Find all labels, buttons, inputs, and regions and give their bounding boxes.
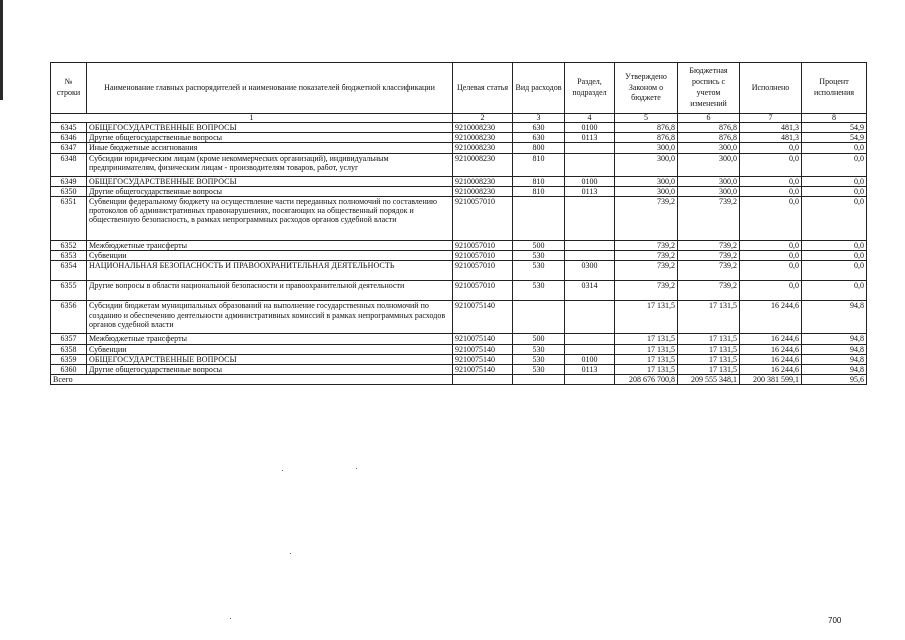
column-number: 3 [513, 114, 565, 123]
row-section [565, 196, 615, 240]
column-number: 2 [453, 114, 513, 123]
scan-speck [290, 553, 291, 554]
row-name: Субвенции [87, 344, 453, 354]
column-number: 8 [802, 114, 867, 123]
row-approved: 300,0 [615, 186, 678, 196]
header-row-number: № строки [51, 63, 87, 114]
header-name: Наименование главных распорядителей и наименование показателей бюджетной классификации [87, 63, 453, 114]
row-name: Субсидии бюджетам муниципальных образований на выполнение государственных полномочий по созданию и обеспечению деятельности административных комиссий в рамках непрограммных расходов органов судебной власти [87, 301, 453, 334]
row-budget: 300,0 [678, 176, 740, 186]
row-approved: 17 131,5 [615, 334, 678, 344]
table-row [51, 186, 867, 196]
row-number: 6350 [51, 186, 87, 196]
row-executed: 481,3 [740, 123, 802, 133]
row-number: 6349 [51, 176, 87, 186]
row-name: НАЦИОНАЛЬНАЯ БЕЗОПАСНОСТЬ И ПРАВООХРАНИТЕЛЬНАЯ ДЕЯТЕЛЬНОСТЬ [87, 261, 453, 281]
header-expense-type: Вид расходов [513, 63, 565, 114]
table-row [51, 354, 867, 364]
row-target-article: 9210008230 [453, 133, 513, 143]
row-section [565, 301, 615, 334]
row-approved: 739,2 [615, 281, 678, 301]
header-percent: Процент исполнения [802, 63, 867, 114]
row-percent: 0,0 [802, 153, 867, 176]
row-executed: 0,0 [740, 261, 802, 281]
row-executed: 0,0 [740, 153, 802, 176]
row-name: Другие общегосударственные вопросы [87, 364, 453, 374]
row-target-article: 9210057010 [453, 251, 513, 261]
row-expense-type: 530 [513, 344, 565, 354]
total-approved: 208 676 700,8 [615, 375, 678, 385]
row-target-article: 9210075140 [453, 354, 513, 364]
row-section: 0113 [565, 186, 615, 196]
row-budget: 17 131,5 [678, 301, 740, 334]
row-number: 6356 [51, 301, 87, 334]
row-target-article: 9210075140 [453, 334, 513, 344]
row-executed: 0,0 [740, 251, 802, 261]
table-row [51, 251, 867, 261]
row-expense-type: 530 [513, 354, 565, 364]
row-target-article: 9210008230 [453, 176, 513, 186]
header-approved: Утверждено Законом о бюджете [615, 63, 678, 114]
row-budget: 739,2 [678, 281, 740, 301]
row-number: 6359 [51, 354, 87, 364]
row-approved: 17 131,5 [615, 354, 678, 364]
total-budget: 209 555 348,1 [678, 375, 740, 385]
row-section: 0113 [565, 133, 615, 143]
table-row [51, 301, 867, 334]
row-percent: 0,0 [802, 261, 867, 281]
row-approved: 876,8 [615, 123, 678, 133]
row-expense-type: 630 [513, 133, 565, 143]
header-row [51, 63, 867, 114]
row-percent: 0,0 [802, 143, 867, 153]
row-percent: 94,8 [802, 354, 867, 364]
row-percent: 0,0 [802, 176, 867, 186]
page-number: 700 [828, 616, 842, 625]
scan-edge-artifact [0, 0, 3, 100]
row-name: Субвенции [87, 251, 453, 261]
header-budget-schedule: Бюджетная роспись с учетом изменений [678, 63, 740, 114]
row-percent: 94,8 [802, 344, 867, 354]
total-executed: 200 381 599,1 [740, 375, 802, 385]
row-percent: 54,9 [802, 123, 867, 133]
row-name: Иные бюджетные ассигнования [87, 143, 453, 153]
row-executed: 0,0 [740, 176, 802, 186]
row-section [565, 251, 615, 261]
row-budget: 17 131,5 [678, 364, 740, 374]
table-footer [51, 375, 867, 385]
row-expense-type: 800 [513, 143, 565, 153]
row-approved: 876,8 [615, 133, 678, 143]
column-number: 4 [565, 114, 615, 123]
row-budget: 739,2 [678, 240, 740, 250]
row-section [565, 334, 615, 344]
row-expense-type: 530 [513, 251, 565, 261]
row-approved: 739,2 [615, 196, 678, 240]
row-budget: 876,8 [678, 133, 740, 143]
row-target-article: 9210008230 [453, 143, 513, 153]
table-row [51, 364, 867, 374]
header-target-article: Целевая статья [453, 63, 513, 114]
row-number: 6345 [51, 123, 87, 133]
row-executed: 16 244,6 [740, 364, 802, 374]
budget-execution-table [50, 62, 867, 385]
row-executed: 0,0 [740, 196, 802, 240]
column-number-row [51, 114, 867, 123]
table-row [51, 334, 867, 344]
table-row [51, 261, 867, 281]
row-expense-type: 500 [513, 240, 565, 250]
row-budget: 300,0 [678, 186, 740, 196]
total-empty [513, 375, 565, 385]
row-percent: 94,8 [802, 301, 867, 334]
row-section [565, 143, 615, 153]
row-number: 6352 [51, 240, 87, 250]
table-row [51, 240, 867, 250]
row-target-article: 9210008230 [453, 123, 513, 133]
row-percent: 0,0 [802, 186, 867, 196]
total-row [51, 375, 867, 385]
row-number: 6360 [51, 364, 87, 374]
row-section [565, 240, 615, 250]
row-expense-type: 810 [513, 153, 565, 176]
row-number: 6348 [51, 153, 87, 176]
column-number: 5 [615, 114, 678, 123]
row-target-article: 9210057010 [453, 196, 513, 240]
total-empty [453, 375, 513, 385]
row-number: 6351 [51, 196, 87, 240]
row-section: 0300 [565, 261, 615, 281]
row-section: 0100 [565, 176, 615, 186]
row-expense-type: 630 [513, 123, 565, 133]
header-section: Раздел, подраздел [565, 63, 615, 114]
row-executed: 16 244,6 [740, 344, 802, 354]
row-expense-type: 530 [513, 364, 565, 374]
row-section [565, 344, 615, 354]
row-executed: 0,0 [740, 240, 802, 250]
row-budget: 739,2 [678, 196, 740, 240]
row-executed: 16 244,6 [740, 334, 802, 344]
row-target-article: 9210057010 [453, 261, 513, 281]
table-header [51, 63, 867, 123]
column-number: 7 [740, 114, 802, 123]
row-number: 6353 [51, 251, 87, 261]
row-budget: 17 131,5 [678, 334, 740, 344]
row-expense-type: 500 [513, 334, 565, 344]
row-section: 0100 [565, 354, 615, 364]
row-budget: 17 131,5 [678, 354, 740, 364]
row-section [565, 153, 615, 176]
row-number: 6354 [51, 261, 87, 281]
row-name: Межбюджетные трансферты [87, 334, 453, 344]
row-executed: 0,0 [740, 281, 802, 301]
row-budget: 300,0 [678, 153, 740, 176]
row-approved: 739,2 [615, 251, 678, 261]
row-approved: 739,2 [615, 261, 678, 281]
row-number: 6357 [51, 334, 87, 344]
row-budget: 739,2 [678, 261, 740, 281]
total-label: Всего [51, 375, 453, 385]
row-approved: 300,0 [615, 176, 678, 186]
row-name: ОБЩЕГОСУДАРСТВЕННЫЕ ВОПРОСЫ [87, 354, 453, 364]
row-name: Другие общегосударственные вопросы [87, 186, 453, 196]
row-expense-type: 530 [513, 281, 565, 301]
row-percent: 0,0 [802, 251, 867, 261]
table-body [51, 123, 867, 375]
table-row [51, 143, 867, 153]
row-percent: 0,0 [802, 196, 867, 240]
row-budget: 876,8 [678, 123, 740, 133]
row-number: 6355 [51, 281, 87, 301]
row-section: 0100 [565, 123, 615, 133]
row-expense-type [513, 196, 565, 240]
table-row [51, 196, 867, 240]
row-expense-type: 530 [513, 261, 565, 281]
row-executed: 16 244,6 [740, 354, 802, 364]
column-number: 6 [678, 114, 740, 123]
row-section: 0113 [565, 364, 615, 374]
table-row [51, 344, 867, 354]
row-expense-type [513, 301, 565, 334]
header-executed: Исполнено [740, 63, 802, 114]
row-percent: 94,8 [802, 334, 867, 344]
table-row [51, 153, 867, 176]
row-approved: 300,0 [615, 143, 678, 153]
row-approved: 739,2 [615, 240, 678, 250]
row-expense-type: 810 [513, 176, 565, 186]
row-executed: 16 244,6 [740, 301, 802, 334]
column-number: 1 [51, 114, 453, 123]
row-budget: 300,0 [678, 143, 740, 153]
row-section: 0314 [565, 281, 615, 301]
row-expense-type: 810 [513, 186, 565, 196]
row-target-article: 9210008230 [453, 186, 513, 196]
row-number: 6346 [51, 133, 87, 143]
row-name: Субсидии юридическим лицам (кроме некоммерческих организаций), индивидуальным предпринимателям, физическим лицам - производителям товаров, работ, услуг [87, 153, 453, 176]
table-row [51, 133, 867, 143]
row-approved: 300,0 [615, 153, 678, 176]
row-executed: 0,0 [740, 186, 802, 196]
scan-speck [230, 618, 231, 619]
row-name: Межбюджетные трансферты [87, 240, 453, 250]
row-name: Другие общегосударственные вопросы [87, 133, 453, 143]
row-percent: 54,9 [802, 133, 867, 143]
row-percent: 0,0 [802, 281, 867, 301]
row-target-article: 9210057010 [453, 240, 513, 250]
row-number: 6347 [51, 143, 87, 153]
table-row [51, 123, 867, 133]
row-executed: 0,0 [740, 143, 802, 153]
row-approved: 17 131,5 [615, 344, 678, 354]
table-row [51, 176, 867, 186]
row-approved: 17 131,5 [615, 364, 678, 374]
row-approved: 17 131,5 [615, 301, 678, 334]
row-budget: 17 131,5 [678, 344, 740, 354]
row-target-article: 9210075140 [453, 364, 513, 374]
row-name: ОБЩЕГОСУДАРСТВЕННЫЕ ВОПРОСЫ [87, 123, 453, 133]
table-row [51, 281, 867, 301]
row-target-article: 9210057010 [453, 281, 513, 301]
row-name: Другие вопросы в области национальной безопасности и правоохранительной деятельности [87, 281, 453, 301]
row-target-article: 9210075140 [453, 301, 513, 334]
row-number: 6358 [51, 344, 87, 354]
row-budget: 739,2 [678, 251, 740, 261]
row-name: ОБЩЕГОСУДАРСТВЕННЫЕ ВОПРОСЫ [87, 176, 453, 186]
scan-speck [356, 468, 357, 469]
row-target-article: 9210075140 [453, 344, 513, 354]
scan-speck [282, 470, 283, 471]
row-percent: 94,8 [802, 364, 867, 374]
row-target-article: 9210008230 [453, 153, 513, 176]
total-empty [565, 375, 615, 385]
total-percent: 95,6 [802, 375, 867, 385]
row-executed: 481,3 [740, 133, 802, 143]
row-percent: 0,0 [802, 240, 867, 250]
row-name: Субвенции федеральному бюджету на осуществление части переданных полномочий по составлению протоколов об административных правонарушениях, посягающих на общественный порядок и общественную безопасность, в рамках непрограммных расходов органов судебной власти [87, 196, 453, 240]
